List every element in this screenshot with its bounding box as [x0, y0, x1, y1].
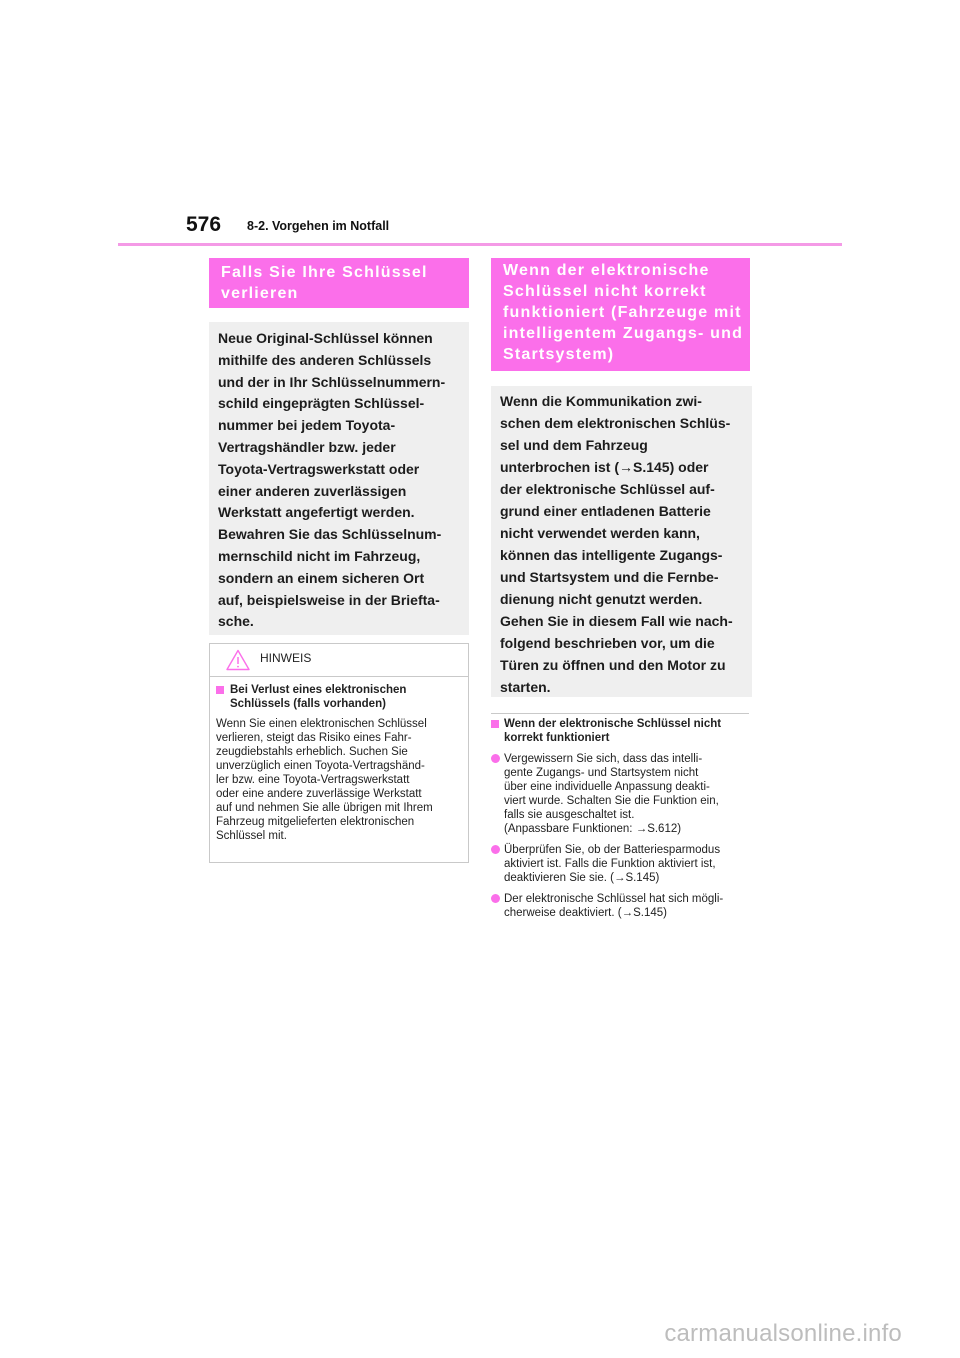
intro-line: sel und dem Fahrzeug [500, 437, 648, 453]
round-bullet-icon [491, 754, 500, 763]
notice-title: HINWEIS [260, 651, 312, 665]
intro-line: der elektronische Schlüssel auf- [500, 481, 715, 497]
intro-line: Türen zu öffnen und den Motor zu [500, 657, 726, 673]
heading-line: Falls Sie Ihre Schlüssel [221, 264, 428, 281]
notice-line: ler bzw. eine Toyota-Vertragswerkstatt [216, 774, 410, 786]
subheading-line: Bei Verlust eines elektronischen [230, 684, 407, 696]
left-intro-box [209, 322, 469, 635]
intro-line: Werkstatt angefertigt werden. [218, 504, 415, 521]
square-bullet-icon [216, 686, 224, 694]
intro-line: Neue Original-Schlüssel können [218, 330, 433, 346]
intro-line: sondern an einem sicheren Ort [218, 569, 425, 586]
intro-line: Wenn die Kommunikation zwi- [500, 393, 702, 409]
intro-line: schild eingeprägten Schlüssel- [218, 395, 425, 412]
subheading-line: Schlüssels (falls vorhanden) [230, 698, 386, 710]
notice-line: Fahrzeug mitgelieferten elektronischen [216, 816, 415, 828]
notice-line: Wenn Sie einen elektronischen Schlüssel [216, 718, 427, 730]
list-line: cherweise deaktiviert. (→S.145) [504, 907, 667, 919]
intro-line: nicht verwendet werden kann, [500, 525, 700, 541]
intro-line: mernschild nicht im Fahrzeug, [218, 547, 421, 564]
notice-body [210, 677, 468, 843]
intro-line: grund einer entladenen Batterie [500, 503, 711, 519]
notice-line: verlieren, steigt das Risiko eines Fahr- [216, 732, 412, 744]
list-item [491, 752, 753, 836]
subheading-line: Wenn der elektronische Schlüssel nicht [504, 718, 722, 730]
notice-line: Schlüssel mit. [216, 830, 287, 842]
intro-line: einer anderen zuverlässigen [218, 482, 407, 499]
list-line: viert wurde. Schalten Sie die Funktion ein, [504, 795, 719, 807]
intro-line: Bewahren Sie das Schlüsselnum- [218, 526, 442, 543]
notice-line: zeugdiebstahls erheblich. Suchen Sie [216, 746, 408, 758]
intro-line: folgend beschrieben vor, um die [500, 635, 715, 651]
left-heading [209, 258, 469, 308]
heading-line: Startsystem) [503, 346, 615, 363]
intro-line: können das intelligente Zugangs- [500, 547, 723, 563]
notice-line: oder eine andere zuverlässige Werkstatt [216, 788, 422, 800]
round-bullet-icon [491, 845, 500, 854]
heading-line: intelligentem Zugangs- und [503, 325, 744, 342]
list-line: Überprüfen Sie, ob der Batteriesparmodus [504, 844, 721, 856]
page-number: 576 [186, 213, 222, 236]
intro-line: Gehen Sie in diesem Fall wie nach- [500, 613, 733, 629]
list-line: falls sie ausgeschaltet ist. [504, 809, 635, 821]
notice-subheading [216, 683, 462, 711]
section-title: 8-2. Vorgehen im Notfall [247, 219, 390, 233]
list-line: Der elektronische Schlüssel hat sich mögli- [504, 893, 724, 905]
subsection-heading [491, 717, 753, 745]
list-line: gente Zugangs- und Startsystem nicht [504, 767, 699, 779]
heading-line: verlieren [221, 285, 299, 302]
warning-triangle-icon [226, 649, 250, 671]
list-line: über eine individuelle Anpassung deakti- [504, 781, 710, 793]
subsection-rule [491, 713, 749, 714]
right-intro-box [491, 386, 752, 697]
right-heading [491, 258, 750, 371]
intro-line: nummer bei jedem Toyota- [218, 417, 396, 434]
notice-header [210, 644, 468, 677]
intro-line: Vertragshändler bzw. jeder [218, 438, 396, 455]
list-item [491, 843, 753, 885]
watermark-link[interactable]: carmanualsonline.info [664, 1320, 902, 1347]
intro-line: und der in Ihr Schlüsselnummern- [218, 373, 446, 390]
intro-line: mithilfe des anderen Schlüssels [218, 351, 432, 368]
square-bullet-icon [491, 720, 499, 728]
intro-line: sche. [218, 613, 254, 630]
heading-line: Wenn der elektronische [503, 262, 710, 279]
subheading-line: korrekt funktioniert [504, 732, 610, 744]
notice-line: auf und nehmen Sie alle übrigen mit Ihrem [216, 802, 433, 814]
intro-line: auf, beispielsweise in der Briefta- [218, 591, 440, 608]
notice-line: unverzüglich einen Toyota-Vertragshänd- [216, 760, 425, 772]
intro-line: dienung nicht genutzt werden. [500, 591, 703, 607]
intro-line: starten. [500, 679, 551, 695]
intro-line: schen dem elektronischen Schlüs- [500, 415, 731, 431]
list-line: deaktivieren Sie sie. (→S.145) [504, 872, 660, 884]
header-rule [118, 243, 842, 246]
intro-line: und Startsystem und die Fernbe- [500, 569, 719, 585]
intro-line: Toyota-Vertragswerkstatt oder [218, 460, 420, 477]
list-line: Vergewissern Sie sich, dass das intelli- [504, 753, 703, 765]
list-line: aktiviert ist. Falls die Funktion aktiviert ist, [504, 858, 716, 870]
notice-box [209, 643, 469, 863]
intro-line: unterbrochen ist (→S.145) oder [500, 459, 709, 475]
heading-line: funktioniert (Fahrzeuge mit [503, 304, 742, 321]
heading-line: Schlüssel nicht korrekt [503, 283, 707, 300]
list-line: (Anpassbare Funktionen: →S.612) [504, 823, 682, 835]
right-list [491, 717, 753, 927]
round-bullet-icon [491, 894, 500, 903]
list-item [491, 892, 753, 920]
